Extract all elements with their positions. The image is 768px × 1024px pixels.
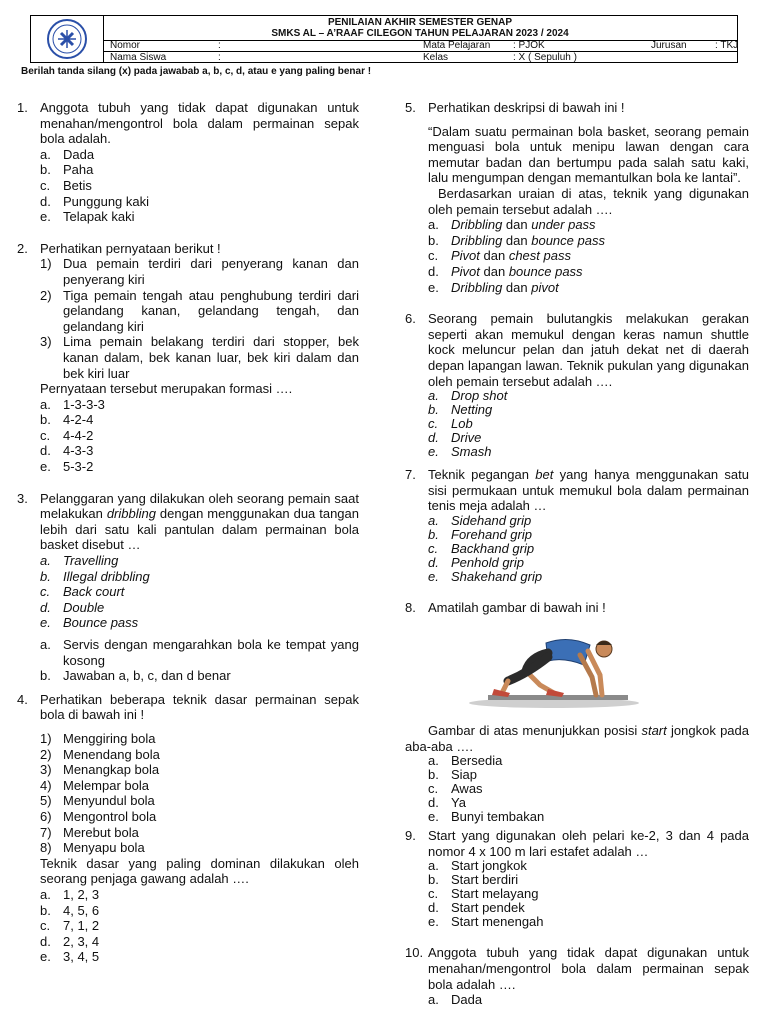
technique-label: 2)	[40, 746, 52, 762]
option-text: Start melayang	[451, 886, 539, 902]
option-label: e.	[428, 568, 439, 584]
technique-text: Merebut bola	[63, 824, 139, 840]
question-number: 6.	[405, 311, 416, 327]
option-text: Penhold grip	[451, 554, 524, 570]
text-part: Teknik pegangan	[428, 467, 536, 483]
option-text-part: Pivot	[451, 263, 480, 279]
option-1	[428, 514, 749, 528]
option-text: 4-3-3	[63, 443, 94, 459]
option-1	[40, 147, 359, 163]
instruction: Berilah tanda silang (x) pada jawabab a, b, c, d, atau e yang paling benar !	[21, 66, 372, 77]
option-label: b.	[40, 162, 51, 178]
option-4	[428, 431, 749, 445]
statement-label: 1)	[40, 256, 52, 272]
option-5	[428, 445, 749, 459]
option-text: Bunyi tembakan	[451, 809, 545, 825]
option-text: Start berdiri	[451, 872, 519, 888]
question-number: 7.	[405, 467, 416, 483]
option-2	[428, 403, 749, 417]
statement-1	[40, 256, 359, 287]
option-text-part: dan	[502, 279, 532, 295]
text-part: Pelanggaran yang dilakukan oleh seorang pemain saat melakukan	[40, 490, 359, 522]
option-text: Drop shot	[451, 388, 508, 404]
option-label: d.	[40, 599, 51, 615]
statement-text: Lima pemain belakang terdiri dari stopper, bek kanan dalam, bek kanan luar, bek kiri dalam dan bek kiri luar	[63, 334, 359, 381]
jurusan-value: : TKJ	[715, 40, 739, 51]
option-5	[428, 280, 749, 296]
option-label: b.	[40, 902, 51, 918]
option-3	[428, 542, 749, 556]
option-label: a.	[40, 886, 51, 902]
question-number: 1.	[17, 100, 28, 115]
option-label: b.	[428, 526, 439, 542]
option-text: Bounce pass	[63, 615, 139, 631]
option-5	[40, 209, 359, 225]
option-text: Ya	[451, 795, 466, 811]
option-5	[428, 915, 749, 929]
option-text-part: dan	[479, 263, 509, 279]
option-label: d.	[428, 430, 439, 446]
header-row-2	[103, 52, 737, 63]
option-text: Dada	[63, 146, 95, 162]
option-3	[428, 417, 749, 431]
options	[428, 389, 749, 459]
option-text: Siap	[451, 767, 478, 783]
technique-label: 5)	[40, 793, 52, 809]
option-extra-text: Jawaban a, b, c, dan d benar	[63, 668, 231, 684]
option-label: e.	[40, 949, 51, 965]
option-label: a.	[40, 396, 51, 412]
question-2	[17, 241, 359, 475]
option-label: c.	[40, 918, 51, 934]
text-part: yang hanya menggunakan satu sisi permukaan untuk memukul bola dalam permainan tenis meja adalah …	[428, 467, 750, 514]
question-8	[405, 600, 749, 824]
option-extra-2	[40, 668, 359, 684]
option-2	[40, 903, 359, 919]
option-text: 7, 1, 2	[63, 918, 100, 934]
option-label: c.	[40, 177, 51, 193]
option-label: b.	[428, 232, 439, 248]
technique-text: Melempar bola	[63, 777, 149, 793]
option-text: Punggung kaki	[63, 193, 150, 209]
option-text: Netting	[451, 402, 493, 418]
statement-text: Dua pemain terdiri dari penyerang kanan dan penyerang kiri	[63, 256, 359, 287]
option-label: d.	[40, 443, 51, 459]
technique-1	[40, 731, 359, 747]
option-3	[428, 248, 749, 264]
technique-6	[40, 809, 359, 825]
option-2	[428, 528, 749, 542]
option-3	[40, 584, 359, 600]
option-text: Forehand grip	[451, 526, 532, 542]
technique-text: Menendang bola	[63, 746, 160, 762]
option-text: Sidehand grip	[451, 512, 532, 528]
technique-3	[40, 762, 359, 778]
text-italic: dribbling	[106, 506, 156, 522]
text-part: jongkok pada aba-aba ….	[405, 723, 749, 754]
option-label: c.	[40, 584, 51, 600]
option-label: a.	[428, 858, 439, 874]
option-extra-label: a.	[40, 637, 51, 652]
question-text: Perhatikan deskripsi di bawah ini !	[428, 100, 625, 115]
option-text: Start menengah	[451, 914, 544, 930]
left-column	[17, 100, 359, 965]
option-text: 5-3-2	[63, 459, 94, 475]
kelas-label: Kelas	[423, 52, 449, 63]
option-label: b.	[40, 568, 51, 584]
option-3	[40, 428, 359, 444]
option-text: Lob	[451, 416, 473, 432]
option-4	[428, 264, 749, 280]
option-2	[428, 873, 749, 887]
option-label: e.	[428, 444, 439, 460]
option-text-part: dan	[502, 217, 532, 233]
options	[40, 887, 359, 965]
options	[40, 397, 359, 475]
question-ask: Pernyataan tersebut merupakan formasi ….	[40, 381, 293, 397]
option-label: c.	[428, 781, 439, 797]
technique-label: 8)	[40, 840, 52, 856]
technique-7	[40, 825, 359, 841]
question-text: Amatilah gambar di bawah ini !	[428, 599, 606, 615]
school-logo	[31, 16, 104, 62]
question-number: 3.	[17, 490, 28, 506]
option-label: c.	[428, 540, 439, 556]
option-label: a.	[40, 146, 51, 162]
statement-label: 3)	[40, 334, 52, 350]
technique-5	[40, 793, 359, 809]
option-4	[40, 194, 359, 210]
option-label: e.	[40, 615, 51, 631]
question-text	[428, 467, 749, 514]
options	[40, 553, 359, 631]
option-text: Back court	[63, 584, 125, 600]
option-label: c.	[428, 886, 439, 902]
option-4	[40, 443, 359, 459]
option-label: a.	[428, 512, 439, 528]
option-1	[428, 217, 749, 233]
option-label: e.	[40, 459, 51, 475]
option-text: Illegal dribbling	[63, 568, 150, 584]
question-6	[405, 311, 749, 459]
option-5	[428, 570, 749, 584]
nama-colon: :	[218, 52, 221, 63]
option-label: a.	[40, 553, 51, 569]
option-label: c.	[428, 248, 439, 264]
technique-text: Menyundul bola	[63, 793, 155, 809]
question-3	[17, 491, 359, 684]
option-1	[40, 553, 359, 569]
option-label: b.	[428, 872, 439, 888]
option-1	[428, 754, 749, 768]
option-5	[40, 615, 359, 631]
technique-2	[40, 747, 359, 763]
option-text: Drive	[451, 430, 482, 446]
exam-title-line1: PENILAIAN AKHIR SEMESTER GENAP	[327, 17, 513, 28]
option-4	[428, 901, 749, 915]
option-text: Double	[63, 599, 105, 615]
technique-text: Menyapu bola	[63, 840, 145, 856]
option-label: d.	[428, 554, 439, 570]
option-label: d.	[428, 263, 439, 279]
mapel-value: : PJOK	[513, 40, 545, 51]
option-text-part: bounce pass	[508, 263, 583, 279]
option-label: e.	[40, 209, 51, 225]
question-ask: Teknik dasar yang paling dominan dilakukan oleh seorang penjaga gawang adalah ….	[40, 855, 359, 887]
option-3	[40, 918, 359, 934]
option-text-part: under pass	[531, 217, 596, 233]
question-number: 10.	[405, 945, 424, 961]
option-text: Backhand grip	[451, 540, 535, 556]
option-label: a.	[428, 388, 439, 404]
option-text-part: Dribbling	[451, 232, 503, 248]
question-text: Seorang pemain bulutangkis melakukan gerakan seperti akan memukul dengan keras namun shuttle kock meluncur pelan dan jatuh dekat net di daerah depan lapangan lawan. Teknik pukulan yang digunakan oleh pemain tersebut adalah ….	[428, 311, 749, 389]
option-2	[428, 233, 749, 249]
question-text: Anggota tubuh yang tidak dapat digunakan untuk menahan/mengontrol bola dalam permainan sepak bola adalah ….	[428, 945, 749, 992]
option-1	[428, 992, 749, 1008]
option-text: Paha	[63, 162, 94, 178]
question-7	[405, 467, 749, 584]
question-number: 4.	[17, 691, 28, 707]
technique-8	[40, 840, 359, 856]
question-text: Perhatikan pernyataan berikut !	[40, 240, 221, 256]
question-5	[405, 100, 749, 295]
options-extra	[40, 637, 359, 684]
question-10	[405, 945, 749, 1007]
question-4	[17, 692, 359, 965]
question-text: Anggota tubuh yang tidak dapat digunakan untuk menahan/mengontrol bola dalam permainan sepak bola adalah.	[40, 100, 359, 147]
option-label: b.	[428, 402, 439, 418]
right-column	[405, 100, 749, 1008]
option-text: Start jongkok	[451, 858, 527, 874]
option-text: 4-2-4	[63, 412, 94, 428]
option-text: 2, 3, 4	[63, 933, 100, 949]
kelas-value: : X ( Sepuluh )	[513, 52, 577, 63]
option-text: 4, 5, 6	[63, 902, 100, 918]
question-number: 9.	[405, 828, 416, 844]
option-label: a.	[428, 753, 439, 769]
statement-3	[40, 334, 359, 381]
options	[428, 992, 749, 1008]
option-text-part: pivot	[531, 279, 559, 295]
option-label: d.	[40, 193, 51, 209]
option-text: Smash	[451, 444, 492, 460]
question-1	[17, 100, 359, 225]
option-label: e.	[428, 809, 439, 825]
option-text: 3, 4, 5	[63, 949, 100, 965]
text-part: dengan menggunakan dua tangan lebih dari satu kali pantulan dalam permainan bola basket disebut …	[40, 506, 359, 553]
option-2	[428, 768, 749, 782]
option-text-part: Dribbling	[451, 217, 503, 233]
question-number: 8.	[405, 599, 416, 615]
text-part: Gambar di atas menunjukkan posisi	[428, 723, 642, 739]
option-5	[428, 810, 749, 824]
technique-label: 3)	[40, 762, 52, 778]
option-2	[40, 569, 359, 585]
options	[428, 754, 749, 824]
statement-2	[40, 288, 359, 335]
question-ask: Berdasarkan uraian di atas, teknik yang digunakan oleh pemain tersebut adalah ….	[428, 185, 749, 217]
option-text: Telapak kaki	[63, 209, 135, 225]
exam-header	[30, 15, 738, 63]
option-text: 1, 2, 3	[63, 886, 100, 902]
option-4	[40, 934, 359, 950]
statement-label: 2)	[40, 287, 52, 303]
figure-caption	[405, 723, 749, 754]
options	[428, 514, 749, 584]
options	[40, 147, 359, 225]
technique-label: 4)	[40, 777, 52, 793]
question-text	[40, 491, 359, 553]
technique-label: 7)	[40, 824, 52, 840]
option-extra-label: b.	[40, 668, 51, 684]
option-text-part: dan	[502, 232, 532, 248]
option-1	[40, 397, 359, 413]
option-3	[40, 178, 359, 194]
option-extra-text: Servis dengan mengarahkan bola ke tempat yang kosong	[63, 637, 359, 668]
options	[428, 859, 749, 929]
technique-text: Menangkap bola	[63, 762, 160, 778]
school-emblem-icon	[31, 16, 103, 62]
option-text: Start pendek	[451, 900, 525, 916]
option-3	[428, 782, 749, 796]
option-3	[428, 887, 749, 901]
option-label: b.	[40, 412, 51, 428]
option-label: c.	[40, 427, 51, 443]
option-text: 1-3-3-3	[63, 396, 105, 412]
option-4	[40, 600, 359, 616]
option-text: Awas	[451, 781, 483, 797]
text-italic: start	[641, 723, 667, 739]
text-italic: bet	[535, 467, 554, 483]
option-text: 4-4-2	[63, 427, 94, 443]
option-text: Shakehand grip	[451, 568, 543, 584]
jurusan-label: Jurusan	[651, 40, 687, 51]
question-number: 2.	[17, 240, 28, 256]
mapel-label: Mata Pelajaran	[423, 40, 491, 51]
nomor-label: Nomor	[110, 40, 141, 51]
question-number: 5.	[405, 100, 416, 115]
option-label: e.	[428, 914, 439, 930]
option-1	[40, 887, 359, 903]
nama-label: Nama Siswa	[110, 52, 167, 63]
nomor-colon: :	[218, 40, 221, 51]
option-label: c.	[428, 416, 439, 432]
statements	[40, 256, 359, 381]
option-text-part: Dribbling	[451, 279, 503, 295]
option-5	[40, 949, 359, 965]
option-label: e.	[428, 279, 439, 295]
option-2	[40, 412, 359, 428]
technique-text: Menggiring bola	[63, 730, 156, 746]
exam-title-line2: SMKS AL – A’RAAF CILEGON TAHUN PELAJARAN 2023 / 2024	[271, 28, 569, 39]
option-4	[428, 556, 749, 570]
statement-text: Tiga pemain tengah atau penghubung terdiri dari gelandang kanan, gelandang tengah, dan gelandang kiri	[63, 287, 359, 334]
technique-label: 1)	[40, 730, 52, 746]
option-label: a.	[428, 992, 439, 1008]
options	[428, 217, 749, 295]
question-quote: “Dalam suatu permainan bola basket, seorang pemain menguasi bola untuk menipu lawan dengan cara memutar badan dan bertumpu pada salah satu kaki, lalu mengumpan dengan memantulkan bola ke lantai”.	[428, 123, 749, 186]
option-text-part: chest pass	[508, 248, 571, 264]
technique-label: 6)	[40, 808, 52, 824]
option-1	[428, 389, 749, 403]
option-text: Bersedia	[451, 753, 503, 769]
header-row-1	[103, 40, 737, 52]
option-4	[428, 796, 749, 810]
option-label: d.	[428, 795, 439, 811]
option-5	[40, 459, 359, 475]
techniques	[40, 731, 359, 856]
option-label: a.	[428, 217, 439, 233]
option-label: b.	[428, 767, 439, 783]
option-text: Betis	[63, 177, 92, 193]
question-text: Perhatikan beberapa teknik dasar permainan sepak bola di bawah ini !	[40, 691, 359, 723]
option-2	[40, 162, 359, 178]
exam-title	[103, 16, 737, 41]
technique-4	[40, 778, 359, 794]
technique-text: Mengontrol bola	[63, 808, 157, 824]
question-text: Start yang digunakan oleh pelari ke-2, 3 dan 4 pada nomor 4 x 100 m lari estafet adalah …	[428, 828, 749, 859]
option-text-part: dan	[479, 248, 509, 264]
option-text-part: Pivot	[451, 248, 480, 264]
option-label: d.	[40, 933, 51, 949]
question-9	[405, 828, 749, 929]
option-text-part: bounce pass	[531, 232, 605, 248]
option-1	[428, 859, 749, 873]
option-text: Travelling	[63, 553, 119, 569]
option-extra-1	[40, 637, 359, 668]
option-label: d.	[428, 900, 439, 916]
crouch-start-figure	[468, 623, 640, 711]
option-text: Dada	[451, 992, 483, 1008]
